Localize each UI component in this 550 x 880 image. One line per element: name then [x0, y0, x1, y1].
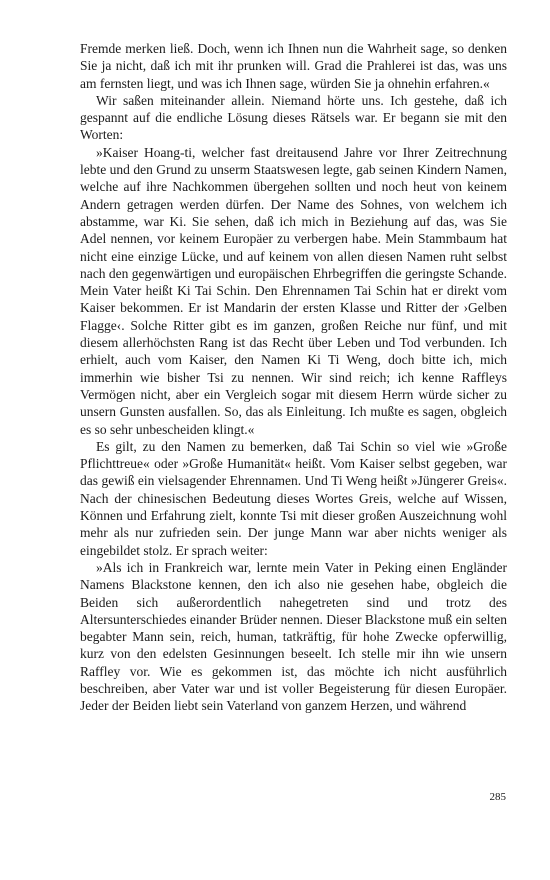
- page-number: 285: [489, 791, 506, 803]
- paragraph: »Kaiser Hoang-ti, welcher fast dreitausend Jahre vor Ihrer Zeitrechnung lebte und den Grund zu unserm Staatswesen legte, gab seinen Kindern Namen, welche auf ihre Nachkommen übergehen sollten und noch heut von keinem Andern getragen werden dürfen. Der Name des Sohnes, von welchem ich abstamme, war Ki. Sie sehen, daß ich mich in Beziehung auf das, was Sie Adel nennen, vor keinem Europäer zu verbergen habe. Mein Stammbaum hat nicht eine einzige Lücke, und auf keinem von allen diesen Namen ruht selbst nach den gegenwärtigen und europäischen Ehrbegriffen die geringste Schande. Mein Vater heißt Ki Tai Schin. Den Ehrennamen Tai Schin hat er direkt vom Kaiser bekommen. Er ist Mandarin der ersten Klasse und Ritter der ›Gelben Flagge‹. Solche Ritter gibt es im ganzen, großen Reiche nur fünf, und mit diesem allerhöchsten Rang ist das Recht über Leben und Tod verbunden. Ich erhielt, auch vom Kaiser, den Namen Ki Ti Weng, doch bitte ich, mich immerhin wie bisher Tsi zu nennen. Wir sind reich; ich kenne Raffleys Vermögen nicht, aber ein Vergleich sogar mit diesem Herrn würde sicher zu unsern Gunsten ausfallen. So, das als Einleitung. Ich mußte es sagen, obgleich es so sehr unbescheiden klingt.«: [80, 144, 507, 437]
- paragraph-continued: Fremde merken ließ. Doch, wenn ich Ihnen nun die Wahrheit sage, so denken Sie ja nicht, daß ich mit ihr prunken will. Grad die Prahlerei ist das, was uns am fernsten liegt, und was ich Ihnen sage, würden Sie ja ohnehin erfahren.«: [80, 41, 507, 91]
- paragraph: »Als ich in Frankreich war, lernte mein Vater in Peking einen Engländer Namens Blackstone kennen, den ich also nie gesehen habe, obgleich die Beiden sich außerordentlich nahegetreten sind und trotz des Altersunterschiedes einander Brüder nennen. Dieser Blackstone muß ein selten begabter Mann sein, reich, human, tatkräftig, für hohe Zwecke opferwillig, kurz von den edelsten Gesinnungen beseelt. Ich stelle mir ihn wie unsern Raffley vor. Wie es gekommen ist, das möchte ich nicht ausführlich beschreiben, aber Vater war und ist voller Begeisterung für diesen Europäer. Jeder der Beiden liebt sein Vaterland von ganzem Herzen, und während: [80, 559, 507, 714]
- paragraph: Wir saßen miteinander allein. Niemand hörte uns. Ich gestehe, daß ich gespannt auf die endliche Lösung dieses Rätsels war. Er begann sie mit den Worten:: [80, 92, 507, 143]
- paragraph: Es gilt, zu den Namen zu bemerken, daß Tai Schin so viel wie »Große Pflichttreue« oder »Große Humanität« heißt. Vom Kaiser selbst gegeben, war das gewiß ein vielsagender Ehrennamen. Und Ti Weng heißt »Jüngerer Greis«. Nach der chinesischen Bedeutung dieses Wortes Greis, welche auf Wissen, Können und Erfahrung zielt, konnte Tsi mit dieser großen Auszeichnung wohl mehr als nur zufrieden sein. Der junge Mann war aber nichts weniger als eingebildet stolz. Er sprach weiter:: [80, 438, 507, 558]
- page-body: [80, 40, 507, 715]
